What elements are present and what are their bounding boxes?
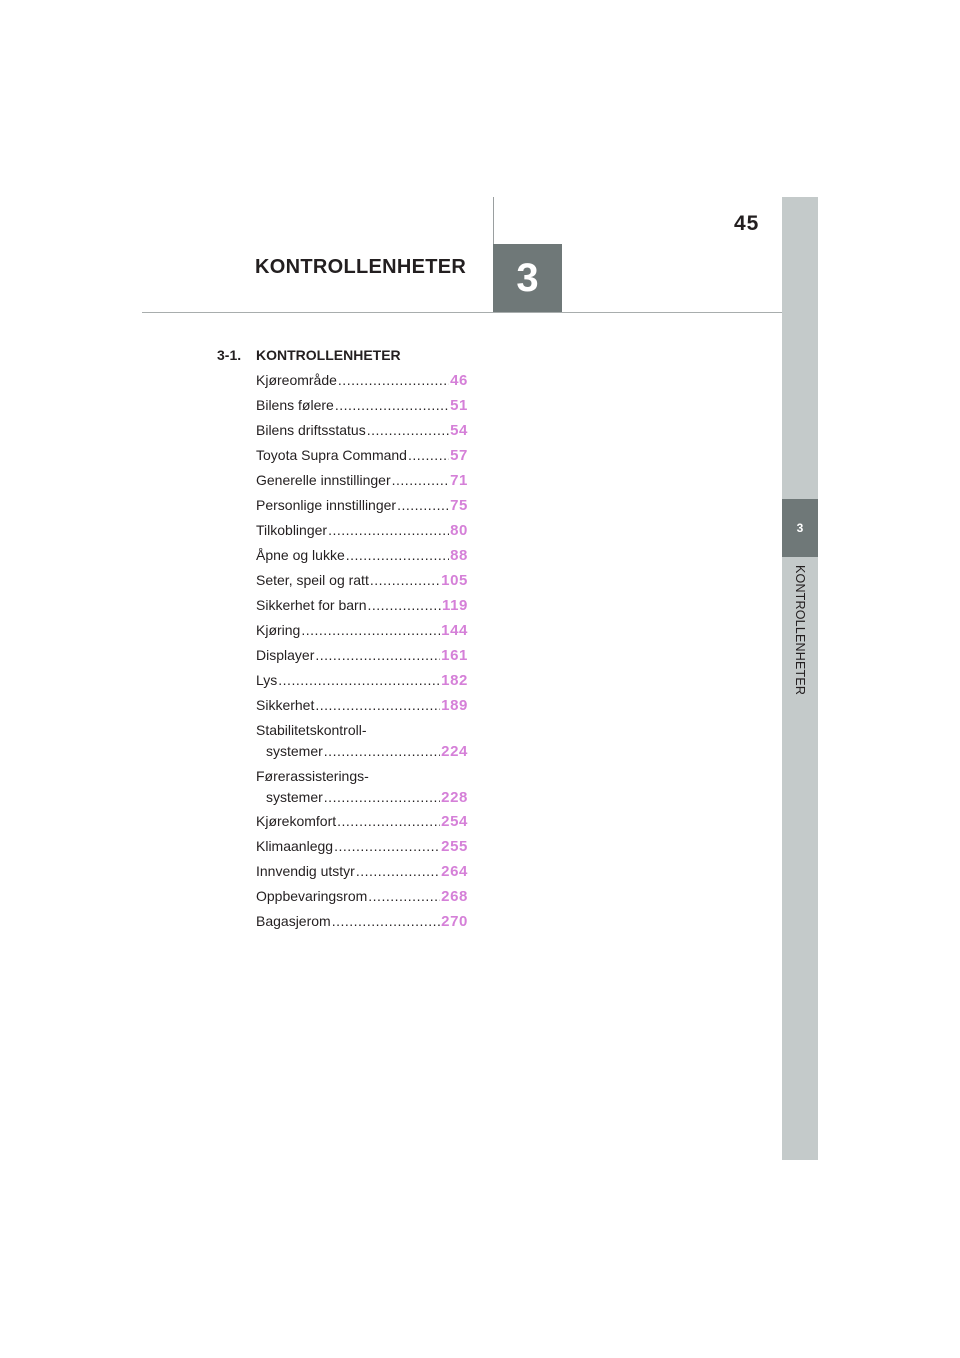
toc-leader-dots (392, 472, 449, 488)
toc-entry-page-link[interactable]: 51 (450, 397, 468, 414)
toc-entry-page-link[interactable]: 270 (441, 913, 468, 930)
toc-entry-page-link[interactable]: 105 (441, 572, 468, 589)
toc-entry[interactable] (256, 472, 468, 488)
toc-entry[interactable] (256, 672, 468, 688)
toc-entry-label: Personlige innstillinger (256, 497, 397, 513)
header-divider (142, 312, 782, 313)
toc-entry-page-link[interactable]: 189 (441, 697, 468, 714)
toc-entry-label: Tilkoblinger (256, 522, 328, 538)
toc-entry-page-link[interactable]: 228 (441, 788, 468, 806)
toc-entry-label: Oppbevaringsrom (256, 888, 368, 904)
toc-entry[interactable] (256, 547, 468, 563)
side-chapter-tab[interactable]: 3 (782, 499, 818, 557)
toc-section-heading (217, 347, 401, 363)
toc-leader-dots (315, 647, 440, 663)
toc-entry-label: Sikkerhet for barn (256, 597, 367, 613)
toc-leader-dots (335, 397, 449, 413)
toc-entry-page-link[interactable]: 268 (441, 888, 468, 905)
chapter-title: KONTROLLENHETER (255, 256, 467, 278)
toc-leader-dots (315, 697, 440, 713)
toc-entry-page-link[interactable]: 46 (450, 372, 468, 389)
toc-entry[interactable] (256, 497, 468, 513)
toc-entry-page-link[interactable]: 80 (450, 522, 468, 539)
toc-section-title: KONTROLLENHETER (256, 347, 401, 363)
toc-leader-dots (338, 372, 449, 388)
toc-leader-dots (332, 913, 440, 929)
chapter-number-box: 3 (493, 244, 562, 313)
toc-entry[interactable] (256, 622, 468, 638)
toc-leader-dots (301, 622, 440, 638)
toc-entry-label-line1: Stabilitetskontroll- (256, 722, 367, 738)
toc-entry[interactable] (256, 768, 468, 805)
toc-entry-page-link[interactable]: 54 (450, 422, 468, 439)
toc-entry-label: Åpne og lukke (256, 547, 345, 563)
toc-entry[interactable] (256, 697, 468, 713)
toc-entry-label: Toyota Supra Command (256, 447, 407, 463)
toc-entry-label: Bilens følere (256, 397, 334, 413)
toc-entry-label-line1: Førerassisterings- (256, 767, 369, 784)
page-number: 45 (734, 212, 760, 235)
toc-entry[interactable] (256, 722, 468, 759)
toc-entry-page-link[interactable]: 57 (450, 447, 468, 464)
toc-entry-label: Klimaanlegg (256, 838, 334, 854)
toc-entry[interactable] (256, 863, 468, 879)
toc-leader-dots (408, 447, 449, 463)
toc-leader-dots (328, 522, 449, 538)
toc-entry-label: Bilens driftsstatus (256, 422, 366, 438)
toc-entry-label: Seter, speil og ratt (256, 572, 369, 588)
toc-entry-label: Generelle innstillinger (256, 472, 391, 488)
toc-leader-dots (324, 789, 440, 805)
toc-entry-page-link[interactable]: 255 (441, 838, 468, 855)
toc-entry[interactable] (256, 813, 468, 829)
toc-leader-dots (278, 672, 440, 688)
toc-entry-page-link[interactable]: 224 (441, 743, 468, 760)
toc-leader-dots (334, 838, 440, 854)
toc-entry-page-link[interactable]: 119 (442, 597, 468, 614)
toc-entry[interactable] (256, 888, 468, 904)
toc-entry-label: Lys (256, 672, 278, 688)
toc-entry-label: Displayer (256, 647, 315, 663)
toc-entry-label: Innvendig utstyr (256, 863, 355, 879)
toc-entry[interactable] (256, 422, 468, 438)
toc-entry-label: Kjørekomfort (256, 813, 337, 829)
toc-entry-page-link[interactable]: 71 (450, 472, 468, 489)
toc-leader-dots (356, 863, 440, 879)
toc-leader-dots (368, 888, 440, 904)
toc-entry-page-link[interactable]: 144 (441, 622, 468, 639)
toc-entry[interactable] (256, 572, 468, 588)
toc-entry-page-link[interactable]: 88 (450, 547, 468, 564)
toc-entry[interactable] (256, 447, 468, 463)
toc-entry[interactable] (256, 597, 468, 613)
toc-leader-dots (367, 422, 449, 438)
toc-entry-page-link[interactable]: 75 (450, 497, 468, 514)
toc-entry-page-link[interactable]: 254 (441, 813, 468, 830)
toc-leader-dots (397, 497, 449, 513)
toc-entry-label: Bagasjerom (256, 913, 331, 929)
toc-entry[interactable] (256, 397, 468, 413)
toc-entry-page-link[interactable]: 182 (441, 672, 468, 689)
toc-leader-dots (368, 597, 442, 613)
toc-entry[interactable] (256, 372, 468, 388)
toc-entry[interactable] (256, 522, 468, 538)
toc-entry-page-link[interactable]: 264 (441, 863, 468, 880)
toc-entry-label: Kjøring (256, 622, 301, 638)
toc-leader-dots (324, 743, 440, 759)
toc-entry[interactable] (256, 647, 468, 663)
toc-section-number: 3-1. (217, 347, 242, 363)
toc-leader-dots (346, 547, 449, 563)
side-chapter-label: KONTROLLENHETER (793, 565, 807, 696)
toc-entry-label: Sikkerhet (256, 697, 315, 713)
toc-entry[interactable] (256, 913, 468, 929)
toc-entry-label: systemer (266, 788, 323, 805)
toc-leader-dots (370, 572, 440, 588)
toc-entry-label: Kjøreområde (256, 372, 337, 388)
toc-entry[interactable] (256, 838, 468, 854)
header-divider-vertical (493, 197, 494, 244)
toc-entry-label: systemer (266, 743, 323, 759)
toc-entry-page-link[interactable]: 161 (441, 647, 468, 664)
toc-leader-dots (337, 813, 440, 829)
